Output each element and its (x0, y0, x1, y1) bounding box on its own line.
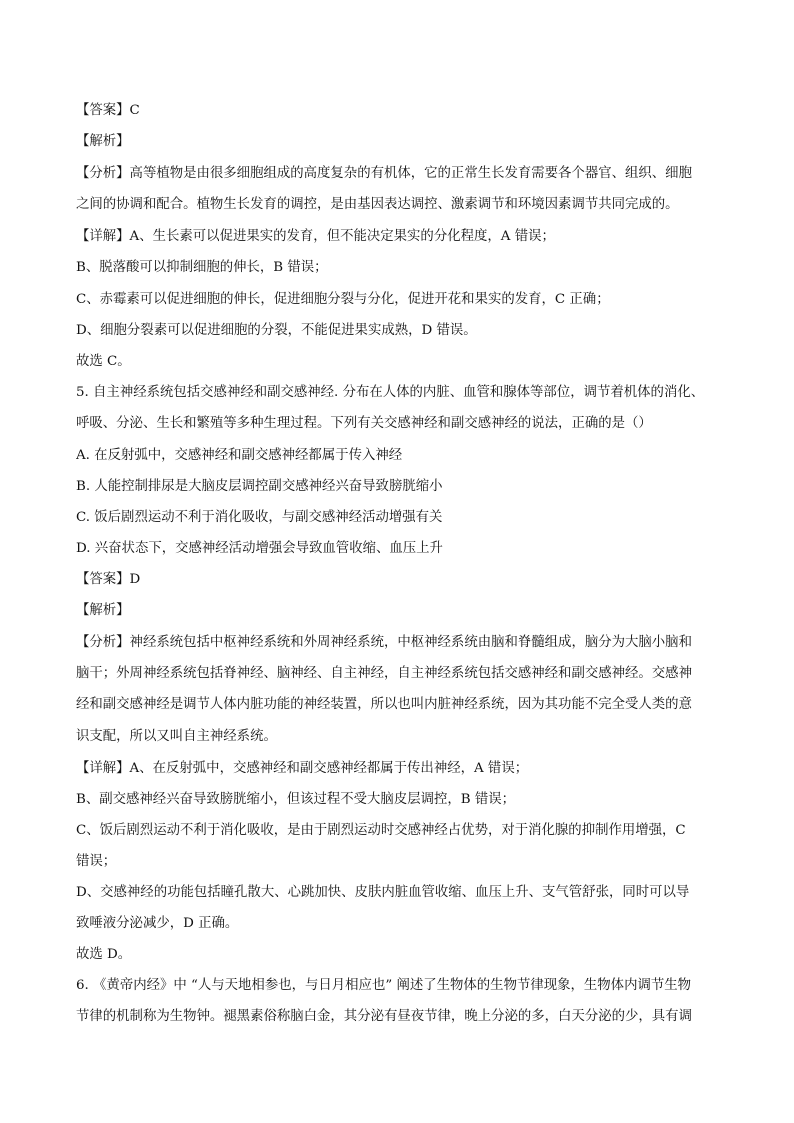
question-5-option-d: D. 兴奋状态下，交感神经活动增强会导致血管收缩、血压上升 (76, 541, 443, 556)
analysis-text-5-line-3: 经和副交感神经是调节人体内脏功能的神经装置，所以也叫内脏神经系统，因为其功能不完全受人类的意 (76, 697, 692, 712)
detail-5-b: B、副交感神经兴奋导致膀胱缩小，但该过程不受大脑皮层调控，B 错误； (76, 792, 516, 807)
detail-4-d: D、细胞分裂素可以促进细胞的分裂，不能促进果实成熟，D 错误。 (76, 323, 477, 338)
analysis-text-5-line-1: 【分析】神经系统包括中枢神经系统和外周神经系统，中枢神经系统由脑和脊髓组成，脑分为大脑小脑和 (76, 635, 692, 650)
question-5-stem-line-1: 5. 自主神经系统包括交感神经和副交感神经. 分布在人体的内脏、血管和腺体等部位，调节着机体的消化、 (76, 385, 705, 400)
analysis-text-4-line-2: 之间的协调和配合。植物生长发育的调控，是由基因表达调控、激素调节和环境因素调节共同完成的。 (76, 197, 679, 212)
analysis-text-4-line-1: 【分析】高等植物是由很多细胞组成的高度复杂的有机体，它的正常生长发育需要各个器官、组织、细胞 (76, 166, 692, 181)
question-5-stem-line-2: 呼吸、分泌、生长和繁殖等多种生理过程。下列有关交感神经和副交感神经的说法，正确的是（） (76, 416, 652, 431)
detail-5-a: 【详解】A、在反射弧中，交感神经和副交感神经都属于传出神经，A 错误； (76, 761, 529, 776)
conclusion-5: 故选 D。 (76, 947, 132, 962)
detail-5-c-line-2: 错误； (76, 854, 117, 869)
question-5-option-b: B. 人能控制排尿是大脑皮层调控副交感神经兴奋导致膀胱缩小 (76, 479, 443, 494)
analysis-label-5: 【解析】 (76, 603, 130, 618)
detail-5-d-line-2: 致唾液分泌减少，D 正确。 (76, 916, 239, 931)
question-5-option-c: C. 饭后剧烈运动不利于消化吸收，与副交感神经活动增强有关 (76, 510, 443, 525)
question-6-stem-line-2: 节律的机制称为生物钟。褪黑素俗称脑白金，其分泌有昼夜节律，晚上分泌的多，白天分泌的少，具有调 (76, 1009, 692, 1024)
analysis-label-4: 【解析】 (76, 134, 130, 149)
detail-4-c: C、赤霉素可以促进细胞的伸长，促进细胞分裂与分化，促进开花和果实的发育，C 正确； (76, 292, 610, 307)
analysis-text-5-line-2: 脑干；外周神经系统包括脊神经、脑神经、自主神经，自主神经系统包括交感神经和副交感神经。交感神 (76, 666, 692, 681)
conclusion-4: 故选 C。 (76, 354, 131, 369)
answer-label-4: 【答案】C (76, 103, 140, 118)
answer-label-5: 【答案】D (76, 572, 141, 587)
question-6-stem-line-1: 6. 《黄帝内经》中 “人与天地相参也，与日月相应也” 阐述了生物体的生物节律现象，生物体内调节生物 (76, 978, 692, 993)
question-5-option-a: A. 在反射弧中，交感神经和副交感神经都属于传入神经 (76, 448, 403, 463)
detail-4-a: 【详解】A、生长素可以促进果实的发育，但不能决定果实的分化程度，A 错误； (76, 229, 555, 244)
analysis-text-5-line-4: 识支配，所以又叫自主神经系统。 (76, 729, 277, 744)
detail-5-c-line-1: C、饭后剧烈运动不利于消化吸收，是由于剧烈运动时交感神经占优势，对于消化腺的抑制作用增强，C (76, 823, 686, 838)
detail-4-b: B、脱落酸可以抑制细胞的伸长，B 错误； (76, 260, 328, 275)
detail-5-d-line-1: D、交感神经的功能包括瞳孔散大、心跳加快、皮肤内脏血管收缩、血压上升、支气管舒张，同时可以导 (76, 885, 690, 900)
